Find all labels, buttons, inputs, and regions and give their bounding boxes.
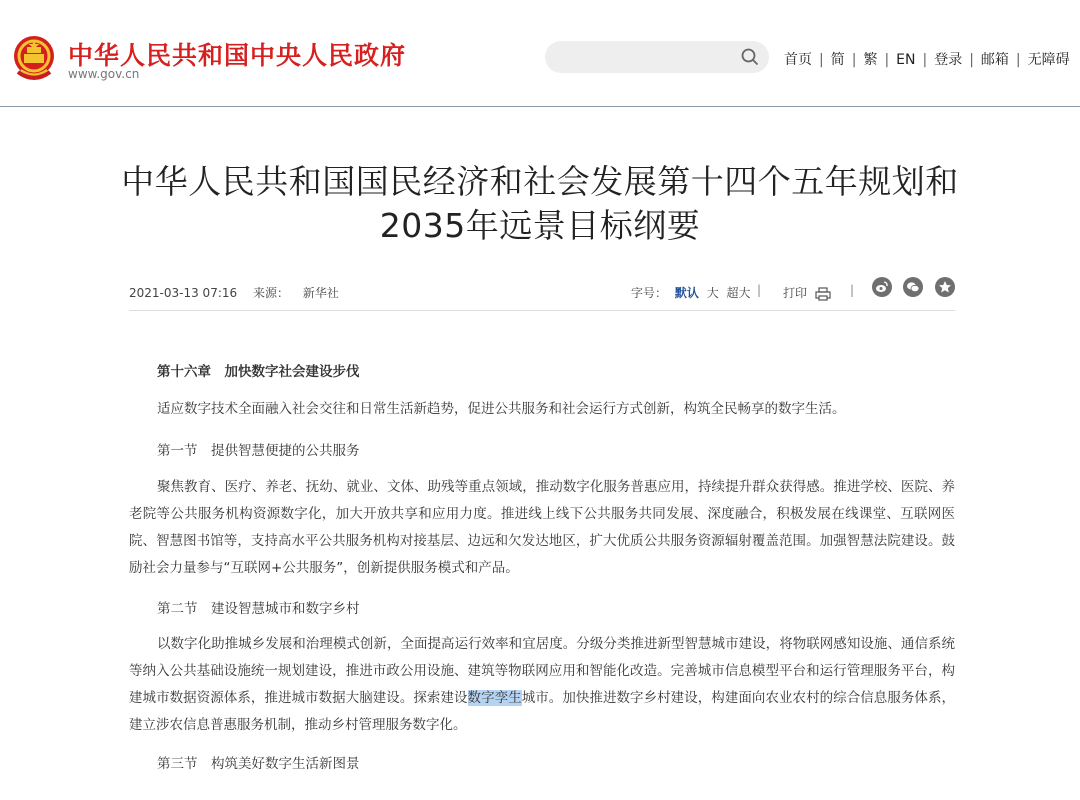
weibo-icon[interactable] — [872, 277, 892, 297]
font-size-large[interactable]: 大 — [706, 286, 719, 300]
font-size-label: 字号： — [631, 286, 668, 300]
meta-divider: | — [850, 283, 855, 297]
intro-paragraph: 适应数字技术全面融入社会交往和日常生活新趋势，促进公共服务和社会运行方式创新，构筑全民畅享的数字生活。 — [157, 401, 846, 417]
source-label: 来源： — [252, 286, 289, 300]
chapter-heading: 第十六章 加快数字社会建设步伐 — [157, 364, 360, 380]
font-size-xlarge[interactable]: 超大 — [726, 286, 751, 300]
meta-divider: | — [757, 283, 762, 297]
nav-english[interactable]: EN — [896, 52, 916, 68]
nav-home[interactable]: 首页 — [784, 52, 812, 68]
article-title — [100, 160, 980, 248]
section-1-paragraph: 聚焦教育、医疗、养老、抚幼、就业、文体、助残等重点领域，推动数字化服务普惠应用，持续提升群众获得感。推进学校、医院、养老院等公共服务机构资源数字化，加大开放共享和应用力度。推进线上线下公共服务共同发展、深度融合，积极发展在线课堂、互联网医院、智慧图书馆等，支持高水平公共服务机构对接基层、边远和欠发达地区，扩大优质公共服务资源辐射覆盖范围。加强智慧法院建设。鼓励社会力量参与“互联网+公共服务”，创新提供服务模式和产品。 — [129, 479, 955, 576]
font-size-control — [631, 284, 751, 301]
search-icon[interactable] — [741, 48, 759, 66]
search-input[interactable] — [545, 41, 769, 73]
printer-icon — [815, 287, 831, 301]
nav-login[interactable]: 登录 — [934, 52, 963, 68]
selected-text-highlight[interactable]: 数字孪生 — [467, 690, 522, 706]
nav-mail[interactable]: 邮箱 — [980, 52, 1009, 68]
print-label: 打印 — [783, 286, 808, 300]
national-emblem-icon[interactable] — [12, 34, 56, 84]
section-1-heading: 第一节 提供智慧便捷的公共服务 — [157, 443, 360, 459]
font-size-default[interactable]: 默认 — [674, 286, 699, 300]
section-2-paragraph: 以数字化助推城乡发展和治理模式创新，全面提高运行效率和宜居度。分级分类推进新型智慧城市建设，将物联网感知设施、通信系统等纳入公共基础设施统一规划建设，推进市政公用设施、建筑等物联网应用和智能化改造。完善城市信息模型平台和运行管理服务平台，构建城市数据资源体系，推进城市数据大脑建设。探索建设数字孪生城市。加快推进数字乡村建设，构建面向农业农村的综合信息服务体系，建立涉农信息普惠服务机制，推动乡村管理服务数字化。 — [129, 636, 956, 733]
article-title-line1: 中华人民共和国国民经济和社会发展第十四个五年规划和 — [121, 162, 959, 201]
section-2-heading: 第二节 建设智慧城市和数字乡村 — [157, 601, 360, 617]
nav-simplified[interactable]: 简 — [830, 52, 845, 68]
article-title-line2: 2035年远景目标纲要 — [379, 206, 701, 245]
top-nav: 首页 | 简 | 繁 | EN | 登录 | 邮箱 | 无障碍 — [784, 52, 1070, 68]
print-button[interactable] — [783, 284, 831, 301]
article-meta — [129, 276, 955, 311]
publish-date: 2021-03-13 07:16 — [129, 286, 238, 300]
wechat-icon[interactable] — [903, 277, 923, 297]
site-title[interactable]: 中华人民共和国中央人民政府 — [68, 41, 407, 70]
nav-traditional[interactable]: 繁 — [863, 52, 878, 68]
nav-accessibility[interactable]: 无障碍 — [1027, 52, 1070, 68]
source-name: 新华社 — [302, 286, 339, 300]
section-3-heading: 第三节 构筑美好数字生活新图景 — [157, 756, 360, 772]
site-header — [0, 0, 1080, 107]
favorite-icon[interactable] — [935, 277, 955, 297]
site-url[interactable]: www.gov.cn — [68, 67, 140, 81]
